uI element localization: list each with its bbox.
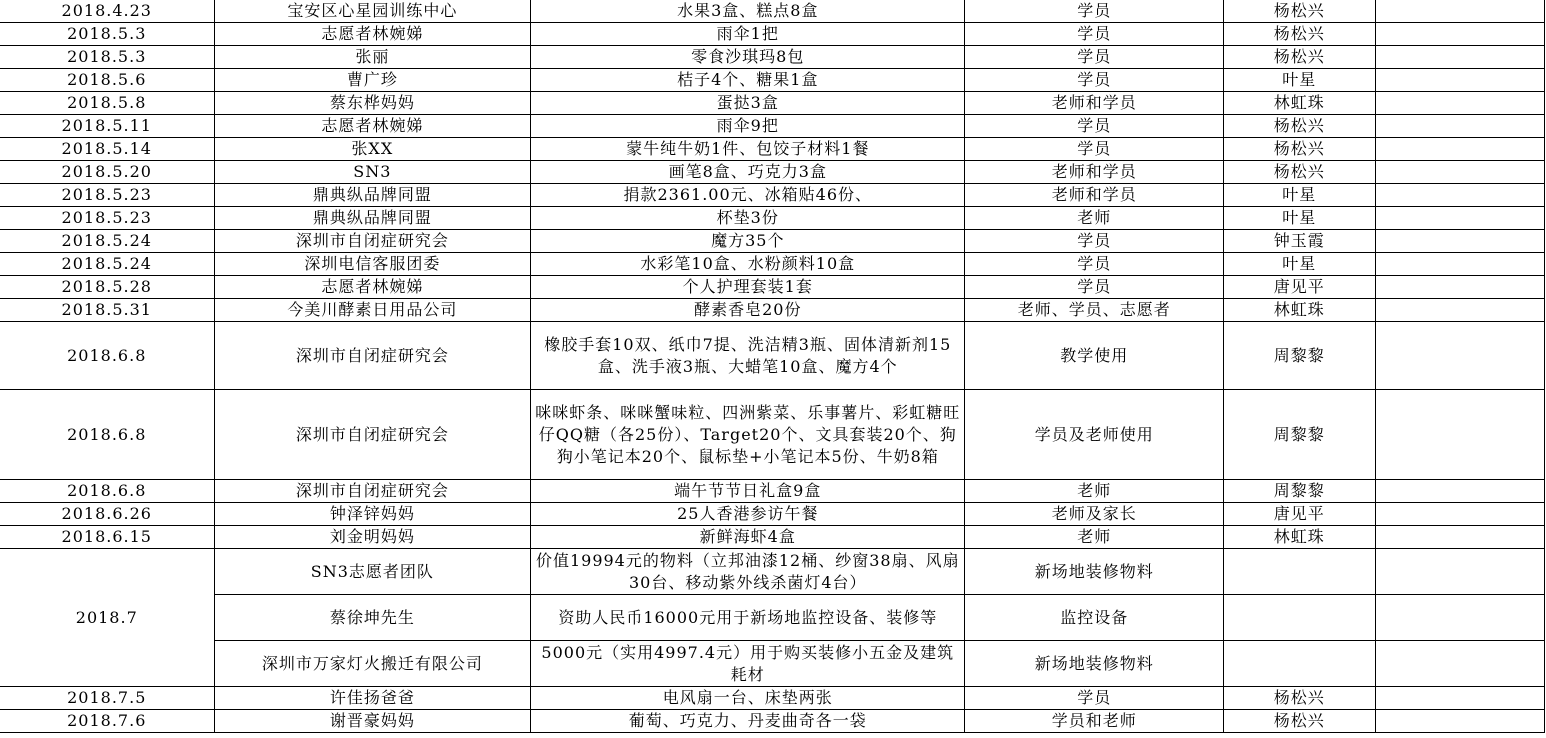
recipient-cell[interactable]: 老师 [965,207,1224,230]
recipient-cell[interactable]: 新场地装修物料 [965,549,1224,595]
date-cell[interactable]: 2018.5.24 [0,230,214,253]
donor-cell[interactable]: 许佳扬爸爸 [214,687,531,710]
donor-cell[interactable]: 深圳市自闭症研究会 [214,390,531,480]
table-row [0,184,1545,207]
empty-cell[interactable] [1375,526,1544,549]
empty-cell[interactable] [1375,0,1544,23]
empty-cell[interactable] [1375,687,1544,710]
table-row [0,23,1545,46]
date-cell[interactable]: 2018.6.8 [0,322,214,390]
table-row [0,138,1545,161]
items-cell[interactable]: 电风扇一台、床垫两张 [531,687,965,710]
items-cell[interactable]: 零食沙琪玛8包 [531,46,965,69]
recipient-cell[interactable]: 学员 [965,253,1224,276]
items-cell[interactable]: 25人香港参访午餐 [531,503,965,526]
items-cell[interactable]: 蛋挞3盒 [531,92,965,115]
empty-cell[interactable] [1375,595,1544,641]
table-row [0,230,1545,253]
contact-cell[interactable]: 叶星 [1224,69,1376,92]
date-cell[interactable]: 2018.6.15 [0,526,214,549]
donor-cell[interactable]: 蔡徐坤先生 [214,595,531,641]
table-row [0,549,1545,595]
empty-cell[interactable] [1375,138,1544,161]
date-cell[interactable]: 2018.6.26 [0,503,214,526]
recipient-cell[interactable]: 学员 [965,138,1224,161]
recipient-cell[interactable]: 老师 [965,480,1224,503]
items-cell[interactable]: 桔子4个、糖果1盒 [531,69,965,92]
contact-cell[interactable]: 叶星 [1224,207,1376,230]
empty-cell[interactable] [1375,276,1544,299]
items-cell[interactable]: 蒙牛纯牛奶1件、包饺子材料1餐 [531,138,965,161]
donor-cell[interactable]: 志愿者林婉娣 [214,115,531,138]
date-cell[interactable]: 2018.5.31 [0,299,214,322]
items-cell[interactable]: 捐款2361.00元、冰箱贴46份、 [531,184,965,207]
donor-cell[interactable]: 张XX [214,138,531,161]
empty-cell[interactable] [1375,230,1544,253]
empty-cell[interactable] [1375,115,1544,138]
donor-cell[interactable]: 深圳市自闭症研究会 [214,322,531,390]
table-row [0,253,1545,276]
donor-cell[interactable]: 谢晋豪妈妈 [214,710,531,733]
recipient-cell[interactable]: 新场地装修物料 [965,641,1224,687]
items-cell[interactable]: 资助人民币16000元用于新场地监控设备、装修等 [531,595,965,641]
table-row [0,595,1545,641]
recipient-cell[interactable]: 老师 [965,526,1224,549]
empty-cell[interactable] [1375,549,1544,595]
contact-cell[interactable]: 杨松兴 [1224,687,1376,710]
date-cell[interactable]: 2018.7.5 [0,687,214,710]
items-cell[interactable]: 5000元（实用4997.4元）用于购买装修小五金及建筑耗材 [531,641,965,687]
table-row [0,46,1545,69]
recipient-cell[interactable]: 老师和学员 [965,161,1224,184]
items-cell[interactable]: 咪咪虾条、咪咪蟹味粒、四洲紫菜、乐事薯片、彩虹糖旺仔QQ糖（各25份）、Target20个、文具套装20个、狗狗小笔记本20个、鼠标垫+小笔记本5份、牛奶8箱 [531,390,965,480]
items-cell[interactable]: 魔方35个 [531,230,965,253]
empty-cell[interactable] [1375,161,1544,184]
donor-cell[interactable]: 曹广珍 [214,69,531,92]
contact-cell[interactable]: 叶星 [1224,253,1376,276]
contact-cell[interactable]: 钟玉霞 [1224,230,1376,253]
date-cell[interactable]: 2018.5.23 [0,207,214,230]
table-row [0,526,1545,549]
recipient-cell[interactable]: 老师和学员 [965,184,1224,207]
items-cell[interactable]: 水彩笔10盒、水粉颜料10盒 [531,253,965,276]
empty-cell[interactable] [1375,390,1544,480]
table-row [0,687,1545,710]
donor-cell[interactable]: 深圳市自闭症研究会 [214,230,531,253]
items-cell[interactable]: 雨伞9把 [531,115,965,138]
date-cell[interactable]: 2018.4.23 [0,0,214,23]
empty-cell[interactable] [1375,641,1544,687]
date-cell[interactable]: 2018.5.23 [0,184,214,207]
contact-cell[interactable]: 杨松兴 [1224,46,1376,69]
recipient-cell[interactable]: 学员 [965,276,1224,299]
recipient-cell[interactable]: 监控设备 [965,595,1224,641]
empty-cell[interactable] [1375,253,1544,276]
table-row [0,299,1545,322]
date-cell[interactable]: 2018.7 [0,549,214,687]
table-row [0,322,1545,390]
date-cell[interactable]: 2018.5.20 [0,161,214,184]
date-cell[interactable]: 2018.7.6 [0,710,214,733]
donor-cell[interactable]: 深圳市自闭症研究会 [214,480,531,503]
contact-cell[interactable]: 杨松兴 [1224,0,1376,23]
contact-cell[interactable]: 杨松兴 [1224,138,1376,161]
items-cell[interactable]: 橡胶手套10双、纸巾7提、洗洁精3瓶、固体清新剂15盒、洗手液3瓶、大蜡笔10盒、魔方4个 [531,322,965,390]
date-cell[interactable]: 2018.5.3 [0,46,214,69]
date-cell[interactable]: 2018.5.11 [0,115,214,138]
contact-cell[interactable]: 周黎黎 [1224,390,1376,480]
items-cell[interactable]: 画笔8盒、巧克力3盒 [531,161,965,184]
recipient-cell[interactable]: 学员 [965,46,1224,69]
recipient-cell[interactable]: 学员 [965,69,1224,92]
contact-cell[interactable]: 林虹珠 [1224,92,1376,115]
empty-cell[interactable] [1375,710,1544,733]
empty-cell[interactable] [1375,46,1544,69]
items-cell[interactable]: 端午节节日礼盒9盒 [531,480,965,503]
donor-cell[interactable]: 志愿者林婉娣 [214,276,531,299]
contact-cell[interactable]: 杨松兴 [1224,161,1376,184]
date-cell[interactable]: 2018.5.6 [0,69,214,92]
donor-cell[interactable]: 深圳电信客服团委 [214,253,531,276]
table-row [0,641,1545,687]
contact-cell[interactable]: 杨松兴 [1224,23,1376,46]
empty-cell[interactable] [1375,322,1544,390]
empty-cell[interactable] [1375,92,1544,115]
items-cell[interactable]: 雨伞1把 [531,23,965,46]
empty-cell[interactable] [1375,503,1544,526]
contact-cell[interactable] [1224,595,1376,641]
contact-cell[interactable] [1224,641,1376,687]
items-cell[interactable]: 葡萄、巧克力、丹麦曲奇各一袋 [531,710,965,733]
contact-cell[interactable]: 杨松兴 [1224,710,1376,733]
donor-cell[interactable]: 鼎典纵品牌同盟 [214,184,531,207]
donor-cell[interactable]: SN3志愿者团队 [214,549,531,595]
donor-cell[interactable]: SN3 [214,161,531,184]
recipient-cell[interactable]: 学员及老师使用 [965,390,1224,480]
empty-cell[interactable] [1375,69,1544,92]
recipient-cell[interactable]: 学员 [965,23,1224,46]
donor-cell[interactable]: 刘金明妈妈 [214,526,531,549]
contact-cell[interactable]: 周黎黎 [1224,480,1376,503]
date-cell[interactable]: 2018.5.8 [0,92,214,115]
contact-cell[interactable] [1224,549,1376,595]
contact-cell[interactable]: 杨松兴 [1224,115,1376,138]
donor-cell[interactable]: 钟泽锌妈妈 [214,503,531,526]
donor-cell[interactable]: 鼎典纵品牌同盟 [214,207,531,230]
empty-cell[interactable] [1375,23,1544,46]
date-cell[interactable]: 2018.5.3 [0,23,214,46]
donor-cell[interactable]: 宝安区心星园训练中心 [214,0,531,23]
donor-cell[interactable]: 深圳市万家灯火搬迁有限公司 [214,641,531,687]
date-cell[interactable]: 2018.6.8 [0,390,214,480]
table-row [0,92,1545,115]
table-row [0,0,1545,23]
table-row [0,69,1545,92]
items-cell[interactable]: 价值19994元的物料（立邦油漆12桶、纱窗38扇、风扇30台、移动紫外线杀菌灯4台） [531,549,965,595]
donor-cell[interactable]: 张丽 [214,46,531,69]
date-cell[interactable]: 2018.5.24 [0,253,214,276]
contact-cell[interactable]: 唐见平 [1224,276,1376,299]
empty-cell[interactable] [1375,184,1544,207]
table-row [0,161,1545,184]
recipient-cell[interactable]: 学员 [965,687,1224,710]
items-cell[interactable]: 水果3盒、糕点8盒 [531,0,965,23]
contact-cell[interactable]: 林虹珠 [1224,299,1376,322]
date-cell[interactable]: 2018.5.28 [0,276,214,299]
contact-cell[interactable]: 叶星 [1224,184,1376,207]
table-row [0,207,1545,230]
empty-cell[interactable] [1375,480,1544,503]
date-cell[interactable]: 2018.6.8 [0,480,214,503]
table-row [0,276,1545,299]
empty-cell[interactable] [1375,299,1544,322]
table-row [0,480,1545,503]
items-cell[interactable]: 个人护理套装1套 [531,276,965,299]
items-cell[interactable]: 杯垫3份 [531,207,965,230]
table-row [0,710,1545,733]
recipient-cell[interactable]: 教学使用 [965,322,1224,390]
table-row [0,115,1545,138]
recipient-cell[interactable]: 学员 [965,0,1224,23]
empty-cell[interactable] [1375,207,1544,230]
contact-cell[interactable]: 林虹珠 [1224,526,1376,549]
table-row [0,503,1545,526]
table-row [0,390,1545,480]
donor-cell[interactable]: 志愿者林婉娣 [214,23,531,46]
recipient-cell[interactable]: 老师、学员、志愿者 [965,299,1224,322]
items-cell[interactable]: 酵素香皂20份 [531,299,965,322]
recipient-cell[interactable]: 老师和学员 [965,92,1224,115]
contact-cell[interactable]: 周黎黎 [1224,322,1376,390]
date-cell[interactable]: 2018.5.14 [0,138,214,161]
donor-cell[interactable]: 今美川酵素日用品公司 [214,299,531,322]
recipient-cell[interactable]: 学员和老师 [965,710,1224,733]
recipient-cell[interactable]: 老师及家长 [965,503,1224,526]
items-cell[interactable]: 新鲜海虾4盒 [531,526,965,549]
recipient-cell[interactable]: 学员 [965,230,1224,253]
contact-cell[interactable]: 唐见平 [1224,503,1376,526]
recipient-cell[interactable]: 学员 [965,115,1224,138]
donor-cell[interactable]: 蔡东桦妈妈 [214,92,531,115]
